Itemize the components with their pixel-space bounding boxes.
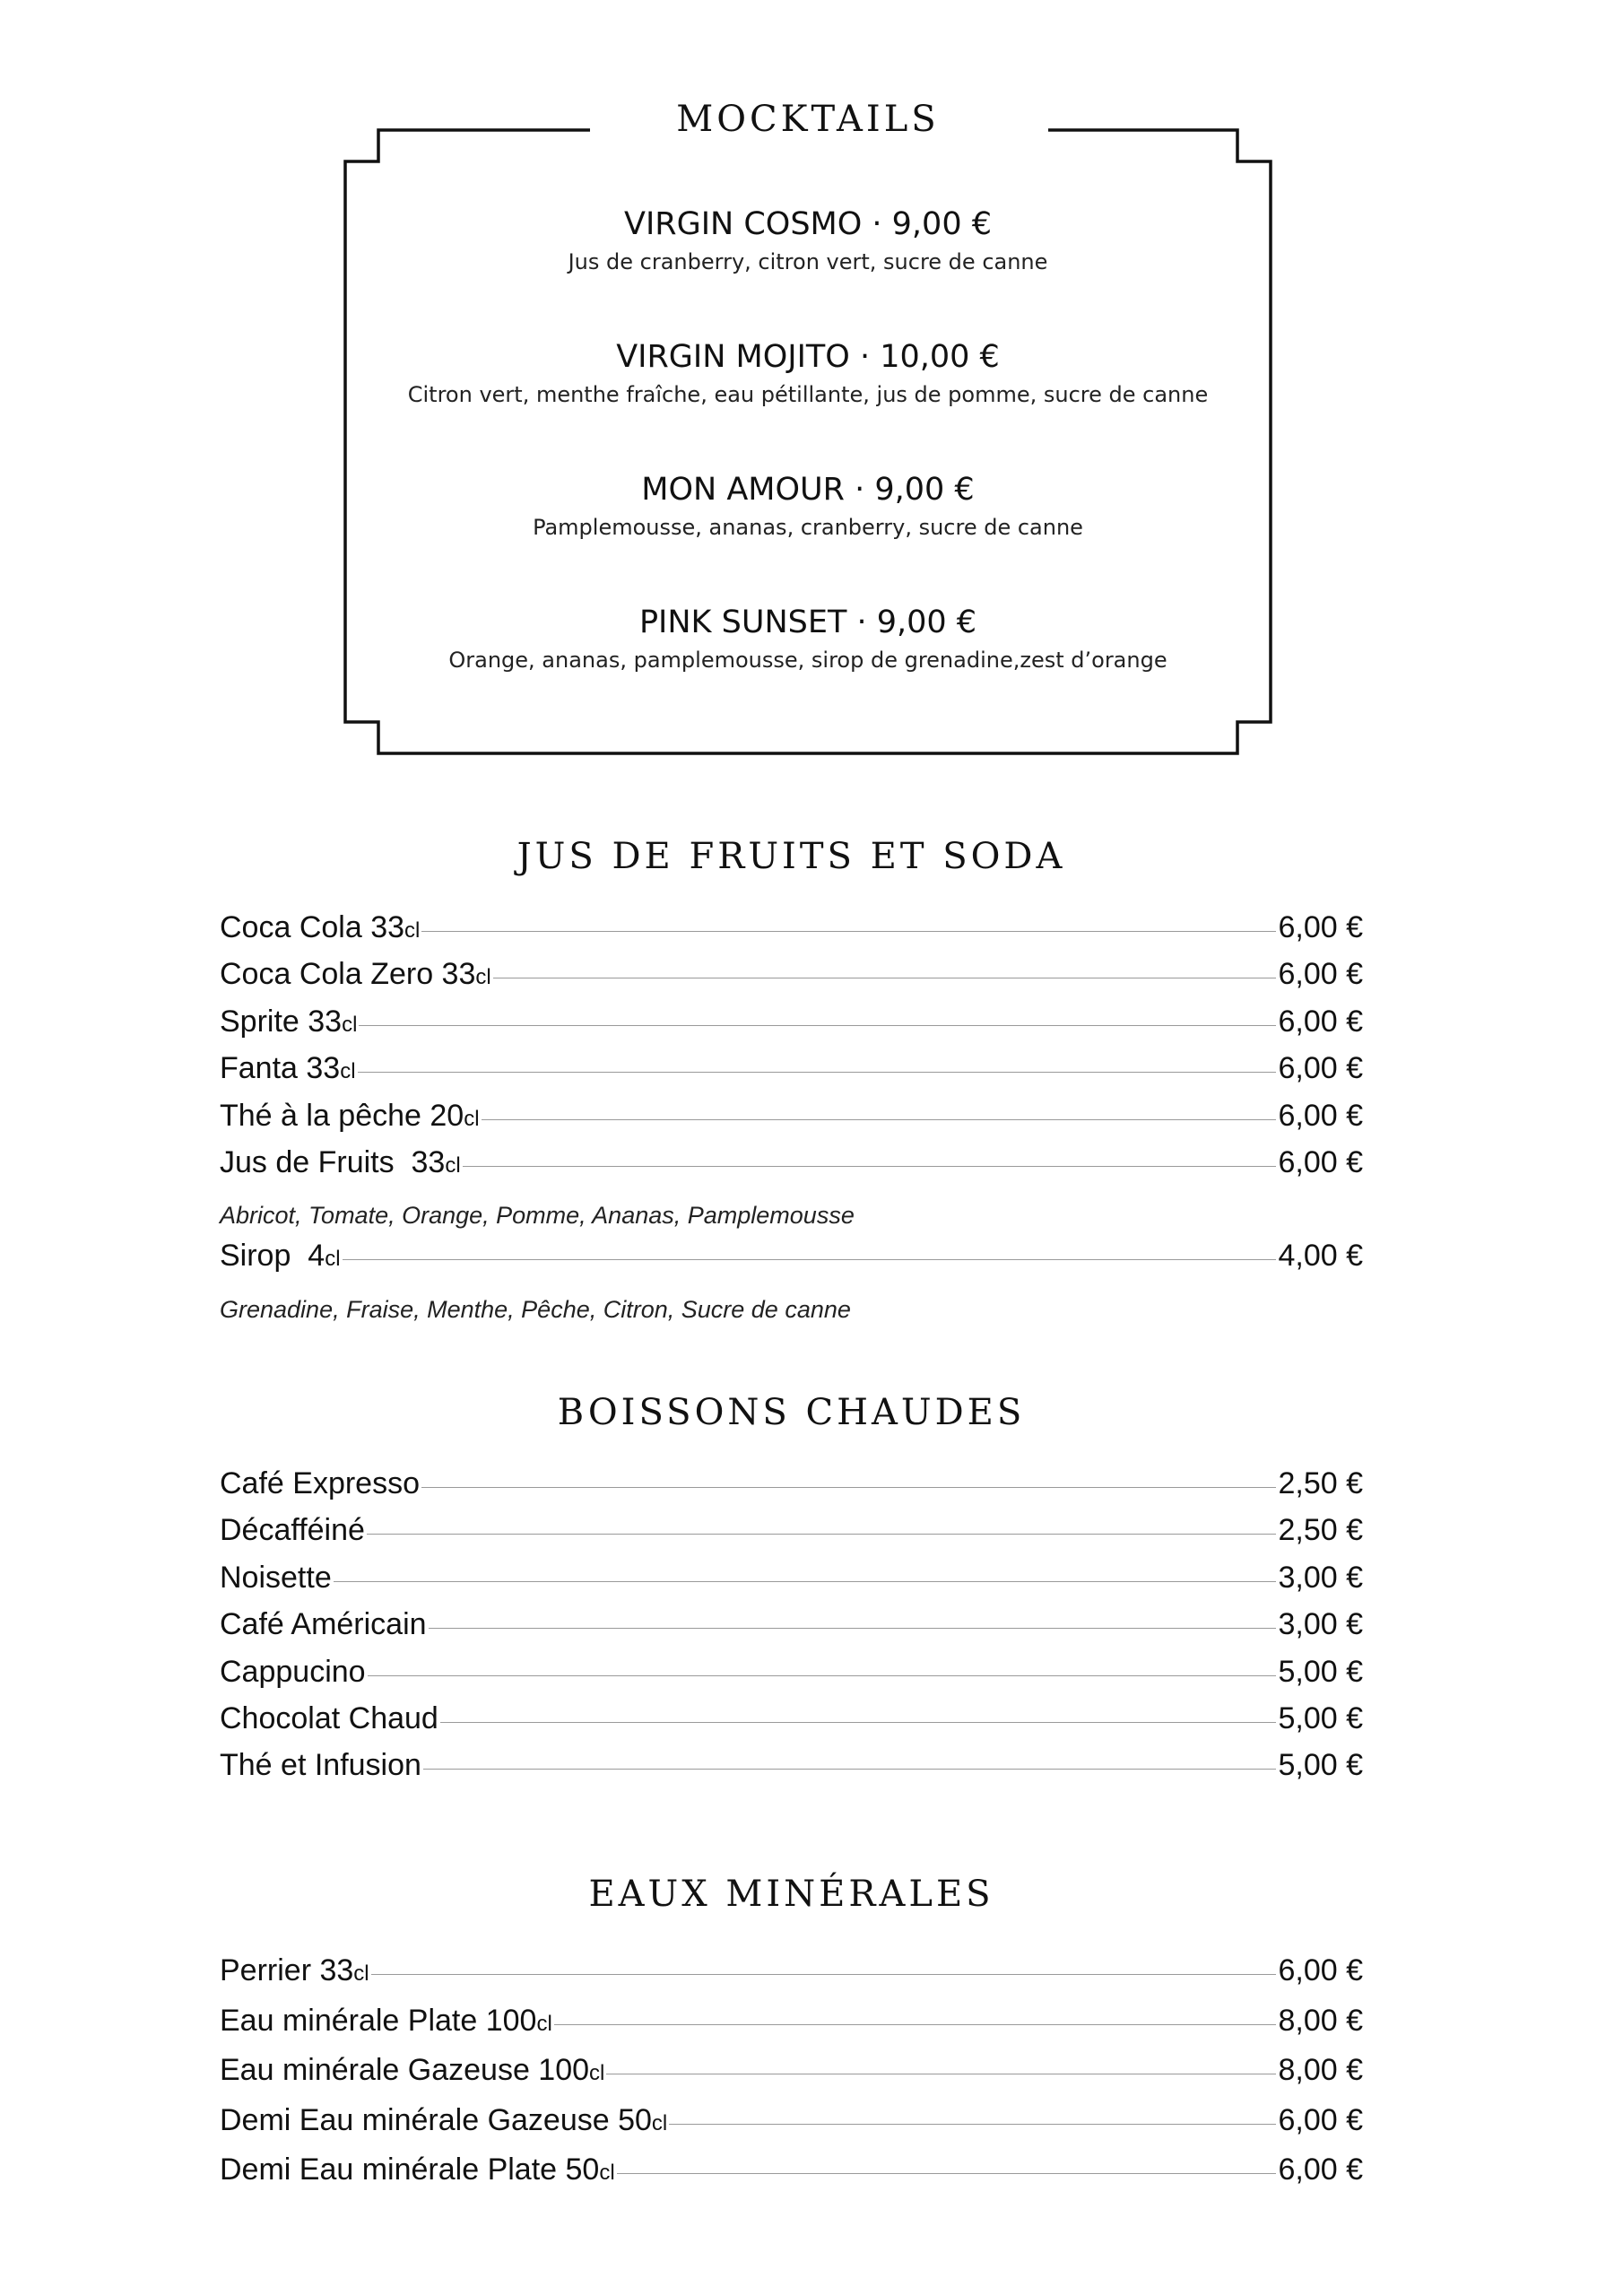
item-unit: cl — [536, 2011, 552, 2036]
item-unit: cl — [342, 1012, 358, 1037]
dotted-leader — [367, 1534, 1277, 1535]
item-unit: cl — [475, 965, 491, 990]
item-price: 3,00 € — [1278, 1560, 1363, 1595]
menu-row — [220, 1145, 1363, 1192]
dotted-leader — [343, 1259, 1277, 1260]
item-name: Fanta 33cl — [220, 1051, 356, 1086]
dotted-leader — [423, 1769, 1277, 1770]
item-name: Sprite 33cl — [220, 1004, 358, 1039]
menu-row — [220, 1655, 1363, 1701]
mocktail-item — [343, 604, 1272, 736]
menu-row — [220, 1607, 1363, 1654]
dotted-leader — [334, 1581, 1277, 1582]
item-name: Thé à la pêche 20cl — [220, 1098, 480, 1133]
mocktails-box — [343, 94, 1272, 758]
item-name: Café Américain — [220, 1607, 427, 1642]
menu-row — [220, 1513, 1363, 1560]
item-price: 2,50 € — [1278, 1513, 1363, 1548]
section-title: BOISSONS CHAUDES — [557, 1392, 1026, 1433]
mocktail-description: Pamplemousse, ananas, cranberry, sucre de canne — [533, 515, 1083, 540]
item-name: Chocolat Chaud — [220, 1700, 438, 1735]
dotted-leader — [368, 1675, 1277, 1676]
item-unit: cl — [464, 1106, 480, 1131]
mocktail-item — [343, 338, 1272, 471]
item-note: Abricot, Tomate, Orange, Pomme, Ananas, Pamplemousse — [220, 1202, 855, 1230]
menu-row — [220, 2053, 1363, 2103]
item-name: Eau minérale Plate 100cl — [220, 2003, 552, 2038]
item-name: Coca Cola 33cl — [220, 910, 421, 944]
mocktail-description: Citron vert, menthe fraîche, eau pétillante, jus de pomme, sucre de canne — [407, 382, 1209, 407]
item-price: 8,00 € — [1278, 2053, 1363, 2087]
menu-row — [220, 1701, 1363, 1748]
dotted-leader — [554, 2024, 1277, 2025]
dotted-leader — [421, 1487, 1276, 1488]
mocktail-name: MON AMOUR · 9,00 € — [641, 472, 975, 508]
menu-row — [220, 1466, 1363, 1513]
mocktail-description: Jus de cranberry, citron vert, sucre de canne — [568, 249, 1048, 274]
dotted-leader — [358, 1072, 1277, 1073]
menu-row — [220, 2103, 1363, 2153]
item-name: Coca Cola Zero 33cl — [220, 957, 491, 992]
item-unit: cl — [353, 1961, 369, 1986]
item-unit: cl — [651, 2110, 668, 2135]
mocktail-name: PINK SUNSET · 9,00 € — [638, 604, 977, 640]
item-price: 6,00 € — [1278, 2102, 1363, 2137]
menu-row — [220, 1099, 1363, 1145]
menu-row — [220, 1748, 1363, 1795]
item-name: Eau minérale Gazeuse 100cl — [220, 2053, 605, 2087]
menu-row — [220, 1561, 1363, 1607]
item-price: 6,00 € — [1278, 1144, 1363, 1179]
dotted-leader — [429, 1628, 1277, 1629]
item-unit: cl — [599, 2161, 615, 2185]
item-unit: cl — [589, 2061, 605, 2085]
section-eaux-minerales — [220, 1867, 1363, 2203]
section-jus-de-fruits — [220, 830, 1363, 1333]
dotted-leader — [440, 1722, 1277, 1723]
item-unit: cl — [404, 918, 421, 943]
menu-row — [220, 1051, 1363, 1098]
mocktails-title: MOCKTAILS — [676, 99, 940, 140]
section-title: EAUX MINÉRALES — [588, 1874, 994, 1915]
mocktail-name: VIRGIN MOJITO · 10,00 € — [616, 339, 1000, 375]
item-price: 6,00 € — [1278, 1004, 1363, 1039]
item-name: Thé et Infusion — [220, 1748, 421, 1783]
item-name: Perrier 33cl — [220, 1953, 369, 1987]
item-price: 5,00 € — [1278, 1748, 1363, 1783]
item-name: Sirop 4cl — [220, 1239, 341, 1274]
section-boissons-chaudes — [220, 1386, 1363, 1796]
menu-row — [220, 1239, 1363, 1285]
dotted-leader — [669, 2124, 1276, 2125]
menu-row — [220, 957, 1363, 1004]
item-price: 6,00 € — [1278, 1953, 1363, 1987]
item-name: Café Expresso — [220, 1466, 420, 1500]
item-note: Grenadine, Fraise, Menthe, Pêche, Citron, Sucre de canne — [220, 1295, 851, 1323]
item-price: 5,00 € — [1278, 1654, 1363, 1689]
item-price: 5,00 € — [1278, 1700, 1363, 1735]
dotted-leader — [371, 1974, 1277, 1975]
item-name: Noisette — [220, 1560, 332, 1595]
item-name: Jus de Fruits 33cl — [220, 1144, 461, 1179]
mocktail-item — [343, 471, 1272, 604]
item-unit: cl — [340, 1059, 356, 1084]
section-title: JUS DE FRUITS ET SODA — [516, 836, 1066, 877]
item-price: 4,00 € — [1278, 1239, 1363, 1274]
item-price: 6,00 € — [1278, 1051, 1363, 1086]
menu-row — [220, 2004, 1363, 2054]
item-price: 6,00 € — [1278, 957, 1363, 992]
item-price: 8,00 € — [1278, 2003, 1363, 2038]
item-unit: cl — [445, 1152, 461, 1178]
item-price: 6,00 € — [1278, 1098, 1363, 1133]
item-price: 6,00 € — [1278, 2152, 1363, 2187]
item-price: 3,00 € — [1278, 1607, 1363, 1642]
dotted-leader — [617, 2173, 1277, 2174]
mocktails-list — [343, 205, 1272, 736]
item-name: Cappucino — [220, 1654, 366, 1689]
dotted-leader — [421, 931, 1276, 932]
mocktail-description: Orange, ananas, pamplemousse, sirop de grenadine,zest d’orange — [448, 648, 1167, 673]
menu-row — [220, 1953, 1363, 2004]
menu-row — [220, 910, 1363, 957]
mocktail-item — [343, 205, 1272, 338]
mocktail-name: VIRGIN COSMO · 9,00 € — [624, 206, 992, 242]
item-name: Décafféiné — [220, 1513, 365, 1548]
item-name: Demi Eau minérale Plate 50cl — [220, 2152, 615, 2187]
dotted-leader — [463, 1166, 1277, 1167]
dotted-leader — [482, 1119, 1277, 1120]
item-name: Demi Eau minérale Gazeuse 50cl — [220, 2102, 668, 2137]
menu-row — [220, 2152, 1363, 2203]
dotted-leader — [359, 1025, 1276, 1026]
menu-row — [220, 1004, 1363, 1051]
item-price: 2,50 € — [1278, 1466, 1363, 1500]
item-unit: cl — [325, 1247, 341, 1272]
item-price: 6,00 € — [1278, 910, 1363, 944]
